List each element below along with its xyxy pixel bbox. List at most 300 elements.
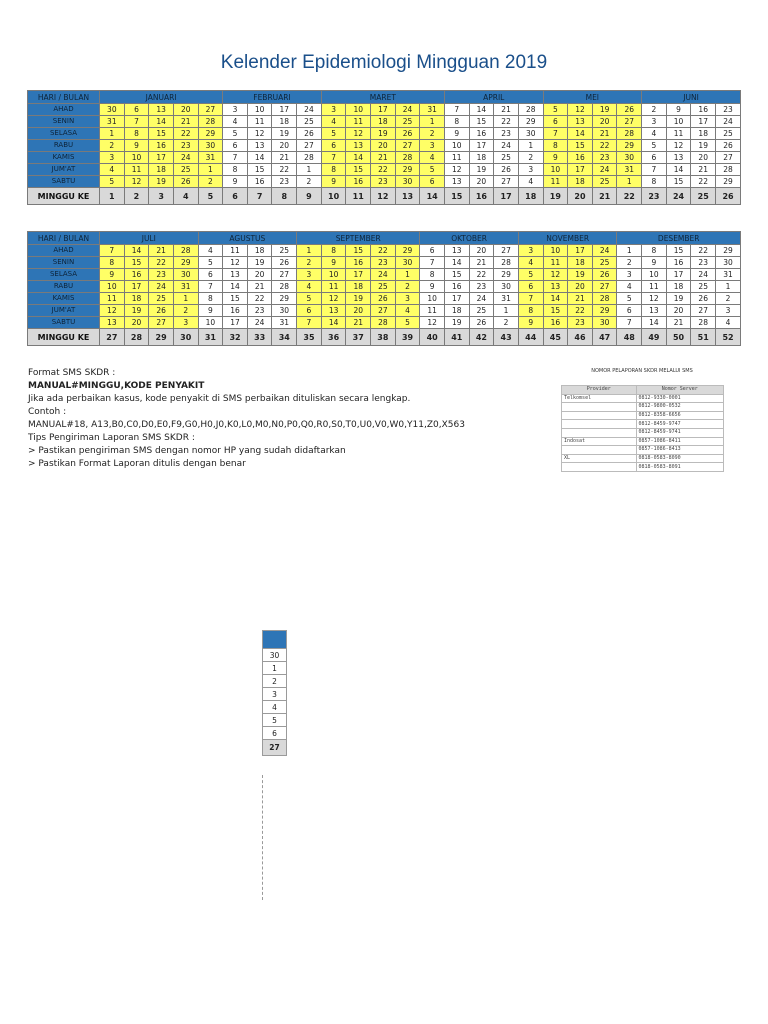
date-cell: 25 xyxy=(149,293,174,305)
date-cell: 1 xyxy=(173,293,198,305)
date-cell: 7 xyxy=(100,245,125,257)
provider-row xyxy=(562,454,724,463)
provider-name: Telkomsel xyxy=(562,394,637,403)
date-cell: 1 xyxy=(395,269,420,281)
date-cell: 29 xyxy=(395,164,420,176)
day-row xyxy=(28,305,741,317)
date-cell: 18 xyxy=(568,176,593,188)
date-cell: 29 xyxy=(173,257,198,269)
provider-name xyxy=(562,463,637,472)
date-cell: 25 xyxy=(592,257,617,269)
date-cell: 13 xyxy=(444,245,469,257)
date-cell: 17 xyxy=(223,317,248,329)
mini-week-total: 27 xyxy=(263,740,287,756)
date-cell: 31 xyxy=(173,281,198,293)
date-cell: 18 xyxy=(149,164,174,176)
date-cell: 20 xyxy=(568,281,593,293)
date-cell: 16 xyxy=(346,257,371,269)
sms-example: MANUAL#18, A13,B0,C0,D0,E0,F9,G0,H0,J0,K0,L0,M0,N0,P0,Q0,R0,S0,T0,U0,V0,W0,Y11,Z0,X563 xyxy=(28,420,465,430)
week-number-cell: 28 xyxy=(124,329,149,346)
date-cell: 31 xyxy=(494,293,519,305)
date-cell: 19 xyxy=(346,293,371,305)
date-cell: 16 xyxy=(568,152,593,164)
mini-date-cell: 6 xyxy=(263,727,287,740)
date-cell: 11 xyxy=(420,305,445,317)
date-cell: 25 xyxy=(592,176,617,188)
week-number-cell: 45 xyxy=(543,329,568,346)
week-number-cell: 27 xyxy=(100,329,125,346)
mini-date-cell: 2 xyxy=(263,675,287,688)
date-cell: 1 xyxy=(716,281,741,293)
date-cell: 6 xyxy=(198,269,223,281)
date-cell: 18 xyxy=(371,116,396,128)
date-cell: 29 xyxy=(272,293,297,305)
date-cell: 5 xyxy=(617,293,642,305)
week-number-cell: 25 xyxy=(691,188,716,205)
date-cell: 8 xyxy=(223,164,248,176)
date-cell: 29 xyxy=(716,245,741,257)
provider-name xyxy=(562,420,637,429)
date-cell: 24 xyxy=(247,317,272,329)
date-cell: 16 xyxy=(469,128,494,140)
date-cell: 1 xyxy=(617,176,642,188)
date-cell: 13 xyxy=(321,305,346,317)
date-cell: 9 xyxy=(420,281,445,293)
date-cell: 19 xyxy=(247,257,272,269)
provider-row xyxy=(562,420,724,429)
date-cell: 6 xyxy=(124,104,149,116)
date-cell: 14 xyxy=(149,116,174,128)
date-cell: 11 xyxy=(444,152,469,164)
date-cell: 25 xyxy=(716,128,741,140)
date-cell: 7 xyxy=(518,293,543,305)
date-cell: 4 xyxy=(518,176,543,188)
date-cell: 7 xyxy=(198,281,223,293)
date-cell: 11 xyxy=(666,128,691,140)
week-number-cell: 26 xyxy=(716,188,741,205)
date-cell: 26 xyxy=(592,269,617,281)
sms-tip: > Pastikan Format Laporan ditulis dengan benar xyxy=(28,459,246,469)
week-label: MINGGU KE xyxy=(28,188,100,205)
week-number-cell: 38 xyxy=(371,329,396,346)
date-cell: 11 xyxy=(642,281,667,293)
sms-example-label: Contoh : xyxy=(28,407,67,417)
date-cell: 15 xyxy=(444,269,469,281)
mini-date-cell: 30 xyxy=(263,649,287,662)
date-cell: 31 xyxy=(420,104,445,116)
date-cell: 3 xyxy=(518,164,543,176)
date-cell: 10 xyxy=(444,140,469,152)
day-name-label: RABU xyxy=(28,281,100,293)
date-cell: 17 xyxy=(666,269,691,281)
date-cell: 29 xyxy=(198,128,223,140)
date-cell: 28 xyxy=(395,152,420,164)
day-row xyxy=(28,269,741,281)
date-cell: 14 xyxy=(469,104,494,116)
date-cell: 20 xyxy=(124,317,149,329)
date-cell: 5 xyxy=(223,128,248,140)
date-cell: 6 xyxy=(420,176,445,188)
date-cell: 24 xyxy=(592,164,617,176)
date-cell: 18 xyxy=(444,305,469,317)
date-cell: 30 xyxy=(592,317,617,329)
date-cell: 20 xyxy=(469,245,494,257)
date-cell: 30 xyxy=(617,152,642,164)
date-cell: 30 xyxy=(100,104,125,116)
date-cell: 13 xyxy=(223,269,248,281)
date-cell: 29 xyxy=(617,140,642,152)
week-number-cell: 30 xyxy=(173,329,198,346)
date-cell: 31 xyxy=(100,116,125,128)
date-cell: 12 xyxy=(666,140,691,152)
week-number-cell: 11 xyxy=(346,188,371,205)
date-cell: 8 xyxy=(321,245,346,257)
date-cell: 27 xyxy=(198,104,223,116)
date-cell: 29 xyxy=(518,116,543,128)
date-cell: 4 xyxy=(642,128,667,140)
date-cell: 13 xyxy=(444,176,469,188)
date-cell: 28 xyxy=(297,152,322,164)
date-cell: 21 xyxy=(371,152,396,164)
date-cell: 16 xyxy=(346,176,371,188)
date-cell: 21 xyxy=(346,317,371,329)
day-row xyxy=(28,104,741,116)
date-cell: 22 xyxy=(149,257,174,269)
month-header: APRIL xyxy=(444,91,543,104)
date-cell: 16 xyxy=(223,305,248,317)
week-number-row xyxy=(28,188,741,205)
date-cell: 1 xyxy=(420,116,445,128)
server-number: 0812-8459-9747 xyxy=(636,420,723,429)
week-number-cell: 9 xyxy=(297,188,322,205)
date-cell: 19 xyxy=(691,140,716,152)
date-cell: 15 xyxy=(149,128,174,140)
date-cell: 1 xyxy=(100,128,125,140)
date-cell: 11 xyxy=(100,293,125,305)
date-cell: 9 xyxy=(543,152,568,164)
date-cell: 19 xyxy=(568,269,593,281)
date-cell: 7 xyxy=(297,317,322,329)
date-cell: 28 xyxy=(173,245,198,257)
date-cell: 3 xyxy=(518,245,543,257)
date-cell: 29 xyxy=(592,305,617,317)
date-cell: 21 xyxy=(469,257,494,269)
date-cell: 18 xyxy=(124,293,149,305)
provider-row xyxy=(562,446,724,455)
day-row xyxy=(28,293,741,305)
date-cell: 8 xyxy=(642,176,667,188)
date-cell: 2 xyxy=(420,128,445,140)
week-number-cell: 37 xyxy=(346,329,371,346)
week-number-cell: 15 xyxy=(444,188,469,205)
date-cell: 16 xyxy=(543,317,568,329)
date-cell: 12 xyxy=(321,293,346,305)
date-cell: 10 xyxy=(247,104,272,116)
date-cell: 12 xyxy=(642,293,667,305)
sms-heading: Format SMS SKDR : xyxy=(28,368,116,378)
date-cell: 7 xyxy=(617,317,642,329)
date-cell: 8 xyxy=(321,164,346,176)
date-cell: 27 xyxy=(716,152,741,164)
date-cell: 4 xyxy=(420,152,445,164)
date-cell: 17 xyxy=(691,116,716,128)
provider-name: Indosat xyxy=(562,437,637,446)
provider-row xyxy=(562,411,724,420)
date-cell: 6 xyxy=(223,140,248,152)
date-cell: 29 xyxy=(494,269,519,281)
week-number-cell: 50 xyxy=(666,329,691,346)
date-cell: 3 xyxy=(642,116,667,128)
date-cell: 27 xyxy=(592,281,617,293)
week-number-cell: 51 xyxy=(691,329,716,346)
date-cell: 26 xyxy=(395,128,420,140)
date-cell: 3 xyxy=(617,269,642,281)
date-cell: 5 xyxy=(420,164,445,176)
date-cell: 13 xyxy=(100,317,125,329)
date-cell: 14 xyxy=(321,317,346,329)
date-cell: 4 xyxy=(223,116,248,128)
date-cell: 21 xyxy=(691,164,716,176)
date-cell: 7 xyxy=(223,152,248,164)
date-cell: 1 xyxy=(494,305,519,317)
date-cell: 28 xyxy=(716,164,741,176)
week-number-cell: 21 xyxy=(592,188,617,205)
server-number: 0818-0583-8091 xyxy=(636,463,723,472)
week-number-cell: 41 xyxy=(444,329,469,346)
date-cell: 16 xyxy=(444,281,469,293)
date-cell: 24 xyxy=(149,281,174,293)
date-cell: 1 xyxy=(297,245,322,257)
date-cell: 17 xyxy=(371,104,396,116)
date-cell: 23 xyxy=(494,128,519,140)
day-row xyxy=(28,140,741,152)
date-cell: 17 xyxy=(272,104,297,116)
week-number-cell: 48 xyxy=(617,329,642,346)
week-number-cell: 2 xyxy=(124,188,149,205)
week-number-cell: 43 xyxy=(494,329,519,346)
week-number-cell: 13 xyxy=(395,188,420,205)
date-cell: 21 xyxy=(272,152,297,164)
date-cell: 10 xyxy=(543,164,568,176)
date-cell: 9 xyxy=(198,305,223,317)
date-cell: 8 xyxy=(124,128,149,140)
date-cell: 28 xyxy=(617,128,642,140)
date-cell: 6 xyxy=(297,305,322,317)
date-cell: 8 xyxy=(198,293,223,305)
date-cell: 23 xyxy=(691,257,716,269)
date-cell: 28 xyxy=(198,116,223,128)
date-cell: 23 xyxy=(173,140,198,152)
date-cell: 13 xyxy=(149,104,174,116)
date-cell: 7 xyxy=(321,152,346,164)
week-number-cell: 6 xyxy=(223,188,248,205)
date-cell: 6 xyxy=(420,245,445,257)
date-cell: 24 xyxy=(691,269,716,281)
calendar-table-jan-jun xyxy=(27,90,741,205)
day-name-label: JUM'AT xyxy=(28,164,100,176)
date-cell: 4 xyxy=(395,305,420,317)
date-cell: 7 xyxy=(124,116,149,128)
date-cell: 5 xyxy=(395,317,420,329)
day-name-label: KAMIS xyxy=(28,152,100,164)
date-cell: 2 xyxy=(100,140,125,152)
week-number-cell: 5 xyxy=(198,188,223,205)
date-cell: 23 xyxy=(272,176,297,188)
date-cell: 9 xyxy=(321,176,346,188)
week-number-cell: 29 xyxy=(149,329,174,346)
sms-format-code: MANUAL#MINGGU,KODE PENYAKIT xyxy=(28,381,205,391)
date-cell: 2 xyxy=(716,293,741,305)
week-number-cell: 16 xyxy=(469,188,494,205)
date-cell: 28 xyxy=(518,104,543,116)
day-row xyxy=(28,317,741,329)
day-row xyxy=(28,245,741,257)
week-number-cell: 34 xyxy=(272,329,297,346)
date-cell: 23 xyxy=(371,257,396,269)
date-cell: 16 xyxy=(149,140,174,152)
date-cell: 29 xyxy=(716,176,741,188)
month-header: JULI xyxy=(100,232,199,245)
date-cell: 5 xyxy=(543,104,568,116)
date-cell: 12 xyxy=(543,269,568,281)
date-cell: 17 xyxy=(469,140,494,152)
date-cell: 22 xyxy=(371,245,396,257)
date-cell: 26 xyxy=(173,176,198,188)
date-cell: 2 xyxy=(297,176,322,188)
date-cell: 16 xyxy=(124,269,149,281)
week-number-cell: 10 xyxy=(321,188,346,205)
date-cell: 3 xyxy=(297,269,322,281)
date-cell: 27 xyxy=(494,176,519,188)
calendar-table-jul-dec xyxy=(27,231,741,346)
date-cell: 20 xyxy=(346,305,371,317)
day-row xyxy=(28,176,741,188)
page-title: Kelender Epidemiologi Mingguan 2019 xyxy=(220,52,548,73)
date-cell: 7 xyxy=(420,257,445,269)
server-number: 0857-1086-8411 xyxy=(636,437,723,446)
date-cell: 13 xyxy=(346,140,371,152)
date-cell: 21 xyxy=(666,317,691,329)
date-cell: 25 xyxy=(297,116,322,128)
date-cell: 30 xyxy=(395,176,420,188)
date-cell: 26 xyxy=(297,128,322,140)
date-cell: 22 xyxy=(691,245,716,257)
date-cell: 22 xyxy=(494,116,519,128)
date-cell: 11 xyxy=(247,116,272,128)
sms-tips-heading: Tips Pengiriman Laporan SMS SKDR : xyxy=(28,433,195,443)
date-cell: 31 xyxy=(617,164,642,176)
date-cell: 9 xyxy=(666,104,691,116)
week-number-cell: 40 xyxy=(420,329,445,346)
date-cell: 17 xyxy=(568,245,593,257)
date-cell: 10 xyxy=(543,245,568,257)
week-number-cell: 8 xyxy=(272,188,297,205)
sms-tip: > Pastikan pengiriman SMS dengan nomor HP yang sudah didaftarkan xyxy=(28,446,346,456)
dashed-divider xyxy=(262,775,263,900)
date-cell: 8 xyxy=(444,116,469,128)
date-cell: 6 xyxy=(617,305,642,317)
date-cell: 27 xyxy=(395,140,420,152)
day-name-label: KAMIS xyxy=(28,293,100,305)
week-number-cell: 17 xyxy=(494,188,519,205)
date-cell: 20 xyxy=(173,104,198,116)
date-cell: 27 xyxy=(297,140,322,152)
date-cell: 27 xyxy=(691,305,716,317)
date-cell: 27 xyxy=(617,116,642,128)
date-cell: 26 xyxy=(371,293,396,305)
week-number-cell: 4 xyxy=(173,188,198,205)
date-cell: 21 xyxy=(149,245,174,257)
mini-date-cell: 5 xyxy=(263,714,287,727)
date-cell: 24 xyxy=(469,293,494,305)
date-cell: 27 xyxy=(371,305,396,317)
date-cell: 19 xyxy=(666,293,691,305)
date-cell: 25 xyxy=(371,281,396,293)
date-cell: 15 xyxy=(346,164,371,176)
date-cell: 21 xyxy=(247,281,272,293)
server-number: 0812-9330-0001 xyxy=(636,394,723,403)
date-cell: 10 xyxy=(642,269,667,281)
date-cell: 31 xyxy=(198,152,223,164)
date-cell: 26 xyxy=(469,317,494,329)
week-number-cell: 19 xyxy=(543,188,568,205)
date-cell: 6 xyxy=(321,140,346,152)
date-cell: 29 xyxy=(395,245,420,257)
date-cell: 10 xyxy=(198,317,223,329)
provider-name xyxy=(562,428,637,437)
week-number-cell: 46 xyxy=(568,329,593,346)
week-number-cell: 32 xyxy=(223,329,248,346)
date-cell: 15 xyxy=(247,164,272,176)
date-cell: 4 xyxy=(321,116,346,128)
date-cell: 7 xyxy=(642,164,667,176)
provider-table-title: NOMOR PELAPORAN SKDR MELALUI SMS xyxy=(591,368,693,374)
day-name-label: JUM'AT xyxy=(28,305,100,317)
day-name-label: SENIN xyxy=(28,257,100,269)
date-cell: 13 xyxy=(247,140,272,152)
date-cell: 25 xyxy=(494,152,519,164)
date-cell: 19 xyxy=(444,317,469,329)
date-cell: 31 xyxy=(716,269,741,281)
date-cell: 13 xyxy=(666,152,691,164)
date-cell: 22 xyxy=(691,176,716,188)
date-cell: 9 xyxy=(642,257,667,269)
date-cell: 13 xyxy=(543,281,568,293)
date-cell: 5 xyxy=(518,269,543,281)
date-cell: 9 xyxy=(444,128,469,140)
row-label-header: HARI / BULAN xyxy=(28,232,100,245)
date-cell: 30 xyxy=(272,305,297,317)
provider-row xyxy=(562,437,724,446)
date-cell: 11 xyxy=(223,245,248,257)
mini-date-cell: 4 xyxy=(263,701,287,714)
date-cell: 24 xyxy=(297,104,322,116)
date-cell: 30 xyxy=(494,281,519,293)
month-header: DESEMBER xyxy=(617,232,741,245)
date-cell: 23 xyxy=(568,317,593,329)
date-cell: 12 xyxy=(420,317,445,329)
date-cell: 5 xyxy=(321,128,346,140)
date-cell: 15 xyxy=(543,305,568,317)
date-cell: 30 xyxy=(716,257,741,269)
date-cell: 24 xyxy=(173,152,198,164)
date-cell: 20 xyxy=(691,152,716,164)
date-cell: 19 xyxy=(469,164,494,176)
date-cell: 23 xyxy=(149,269,174,281)
month-header: MARET xyxy=(321,91,444,104)
date-cell: 15 xyxy=(666,176,691,188)
provider-row xyxy=(562,403,724,412)
